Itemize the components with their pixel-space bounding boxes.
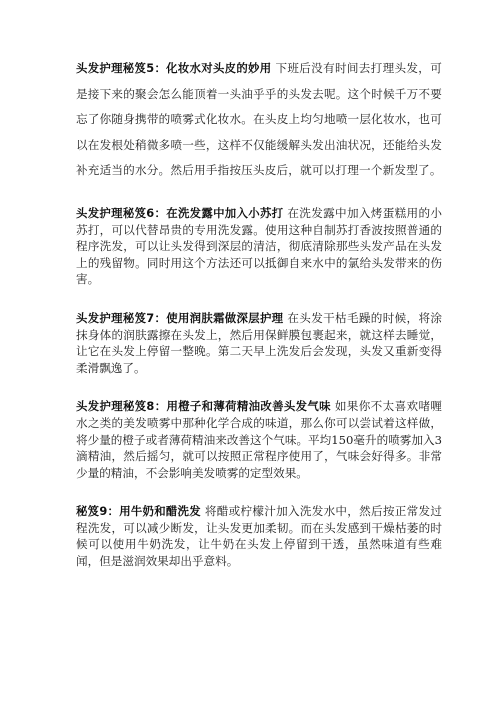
- hair-tip-5-heading: 头发护理秘笈5：化妆水对头皮的妙用: [76, 61, 272, 75]
- hair-tip-9-paragraph: [76, 503, 442, 569]
- hair-tip-9-heading: 秘笈9：用牛奶和醋洗发: [76, 504, 201, 519]
- hair-tip-5-paragraph: [76, 56, 442, 184]
- hair-tip-7-body: 在头发干枯毛躁的时候，将涂抹身体的润肤露擦在头发上，然后用保鲜膜包裹起来，就这样去睡觉，让它在头发上停留一整晚。第二天早上洗发后会发现，头发又重新变得柔滑飘逸了。: [76, 310, 442, 375]
- hair-tip-5-body: 下班后没有时间去打理头发，可是接下来的聚会怎么能顶着一头油乎乎的头发去呢。这个时候千万不要忘了你随身携带的喷雾式化妆水。在头皮上均匀地喷一层化妆水，也可以在发根处稍微多喷一些，这样不仅能缓解头发出油状况，还能给头发补充适当的水分。然后用手指按压头皮后，就可以打理一个新发型了。: [76, 61, 442, 178]
- hair-tip-6-paragraph: [76, 205, 442, 288]
- hair-tip-9-body: 将醋或柠檬汁加入洗发水中，然后按正常发过程洗发，可以减少断发，让头发更加柔韧。而在头发感到干燥枯萎的时候可以使用牛奶洗发，让牛奶在头发上停留到干透，虽然味道有些难闻，但是滋润效果却出乎意料。: [76, 504, 442, 569]
- hair-tip-6-body: 在洗发露中加入烤蛋糕用的小苏打，可以代替昂贵的专用洗发露。使用这种自制苏打香波按照普通的程序洗发，可以让头发得到深层的清洁，彻底清除那些头发产品在头发上的残留物。同时用这个方法还可以抵御自来水中的氯给头发带来的伤害。: [76, 205, 442, 287]
- hair-tip-8-heading: 头发护理秘笈8：用橙子和薄荷精油改善头发气味: [76, 399, 331, 414]
- hair-tip-7-paragraph: [76, 310, 442, 376]
- hair-tip-8-body: 如果你不太喜欢啫喱水之类的美发喷雾中那种化学合成的味道，那么你可以尝试着这样做，将少量的橙子或者薄荷精油来改善这个气味。平均150毫升的喷雾加入3滴精油，然后摇匀，就可以按照正常程序使用了，气味会好得多。非常少量的精油，不会影响美发喷雾的定型效果。: [76, 399, 442, 480]
- hair-tip-6-heading: 头发护理秘笈6：在洗发露中加入小苏打: [76, 205, 284, 220]
- document-page: [76, 56, 442, 570]
- hair-tip-8-paragraph: [76, 398, 442, 481]
- hair-tip-7-heading: 头发护理秘笈7：使用润肤霜做深层护理: [76, 310, 284, 325]
